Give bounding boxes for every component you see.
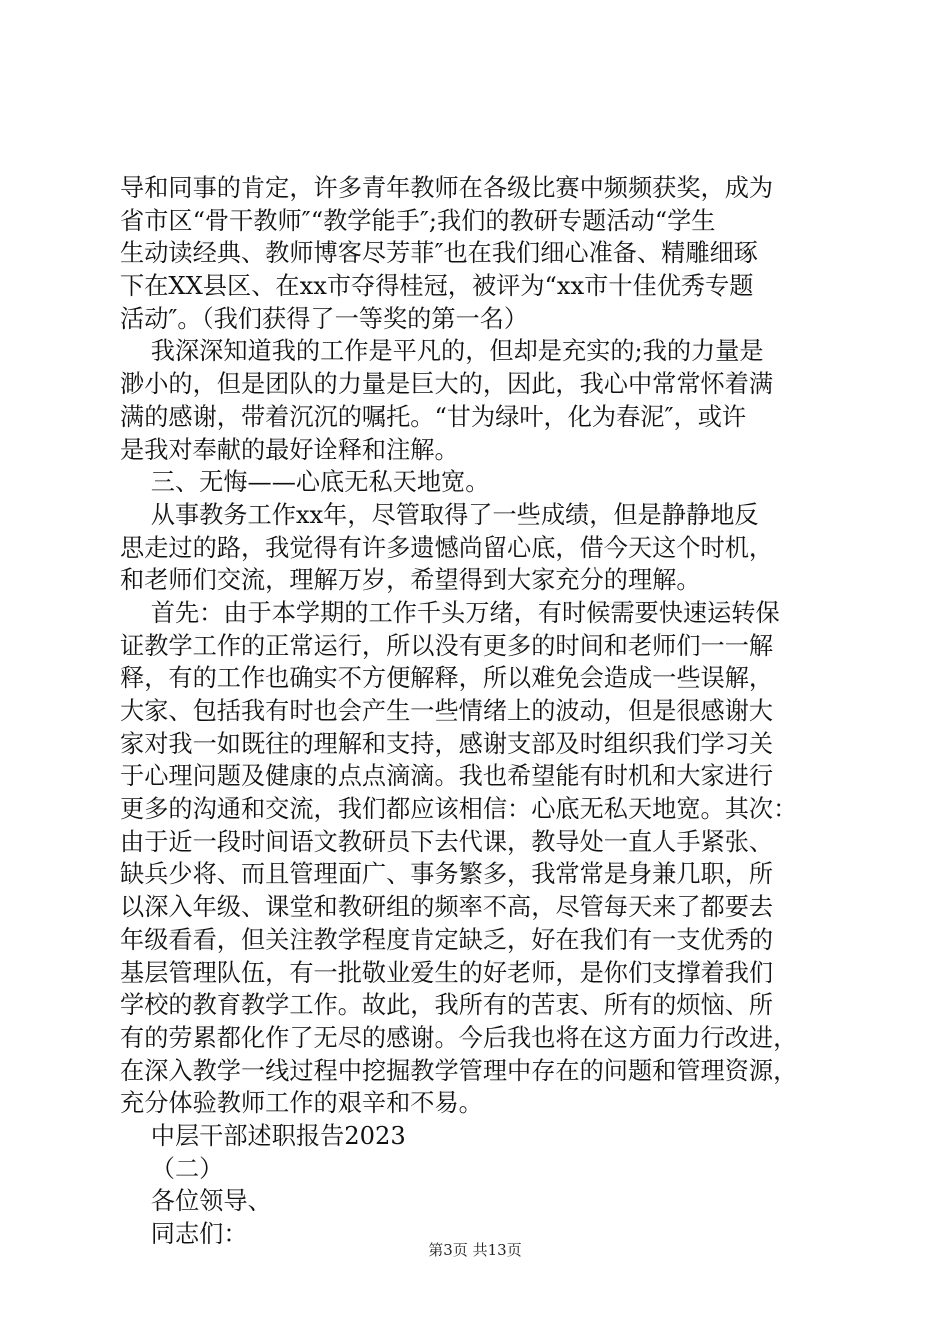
text-line: 家对我一如既往的理解和支持，感谢支部及时组织我们学习关 — [120, 729, 774, 758]
text-line: 渺小的，但是团队的力量是巨大的，因此，我心中常常怀着满 — [120, 370, 774, 399]
text-line: 省市区“骨干教师″“教学能手″;我们的教研专题活动“学生 — [120, 206, 716, 235]
text-line: 满的感谢，带着沉沉的嘱托。“甘为绿叶，化为春泥″，或许 — [120, 402, 747, 431]
text-line: 证教学工作的正常运行，所以没有更多的时间和老师们一一解 — [120, 631, 774, 660]
salutation-line: 同志们： — [120, 1220, 248, 1248]
text-line: 活动″。（我们获得了一等奖的第一名） — [120, 304, 529, 333]
document-body — [120, 172, 832, 1251]
text-line: 缺兵少将、而且管理面广、事务繁多，我常常是身兼几职，所 — [120, 860, 774, 889]
text-line: 在深入教学一线过程中挖掘教学管理中存在的问题和管理资源， — [120, 1056, 798, 1085]
report-part-label: （二） — [120, 1154, 224, 1183]
text-line: 学校的教育教学工作。故此，我所有的苦衷、所有的烦恼、所 — [120, 991, 774, 1020]
text-line: 和老师们交流，理解万岁，希望得到大家充分的理解。 — [120, 566, 701, 595]
text-line: 思走过的路，我觉得有许多遗憾尚留心底，借今天这个时机， — [120, 533, 774, 562]
text-line: 大家、包括我有时也会产生一些情绪上的波动，但是很感谢大 — [120, 697, 774, 725]
text-line: 由于近一段时间语文教研员下去代课，教导处一直人手紧张、 — [120, 827, 774, 856]
text-line: 更多的沟通和交流，我们都应该相信：心底无私天地宽。其次： — [120, 795, 798, 824]
text-line: 以深入年级、课堂和教研组的频率不高，尽管每天来了都要去 — [120, 893, 774, 922]
text-line: 我深深知道我的工作是平凡的，但却是充实的;我的力量是 — [120, 337, 764, 366]
text-line: 导和同事的肯定，许多青年教师在各级比赛中频频获奖，成为 — [120, 174, 774, 202]
page-number-footer: 第3页 共13页 — [428, 1241, 522, 1259]
salutation-line: 各位领导、 — [120, 1187, 272, 1216]
text-line: 是我对奉献的最好诠释和注解。 — [120, 435, 459, 464]
text-line: 有的劳累都化作了无尽的感谢。今后我也将在这方面力行改进， — [120, 1023, 798, 1052]
text-line: 首先：由于本学期的工作千头万绪，有时候需要快速运转保 — [120, 598, 780, 627]
text-line: 下在XX县区、在xx市夺得桂冠，被评为“xx市十佳优秀专题 — [120, 272, 754, 301]
text-line: 年级看看，但关注教学程度肯定缺乏，好在我们有一支优秀的 — [120, 925, 774, 954]
text-line: 释，有的工作也确实不方便解释，所以难免会造成一些误解， — [120, 664, 774, 693]
text-line: 生动读经典、教师博客尽芳菲″也在我们细心准备、精雕细琢 — [120, 239, 758, 268]
section-heading: 三、无悔——心底无私天地宽。 — [120, 468, 490, 497]
text-line: 于心理问题及健康的点点滴滴。我也希望能有时机和大家进行 — [120, 762, 774, 791]
report-title: 中层干部述职报告2023 — [120, 1121, 406, 1150]
text-line: 基层管理队伍，有一批敬业爱生的好老师，是你们支撑着我们 — [120, 958, 774, 987]
text-line: 从事教务工作xx年，尽管取得了一些成绩，但是静静地反 — [120, 500, 759, 529]
text-line: 充分体验教师工作的艰辛和不易。 — [120, 1089, 483, 1118]
